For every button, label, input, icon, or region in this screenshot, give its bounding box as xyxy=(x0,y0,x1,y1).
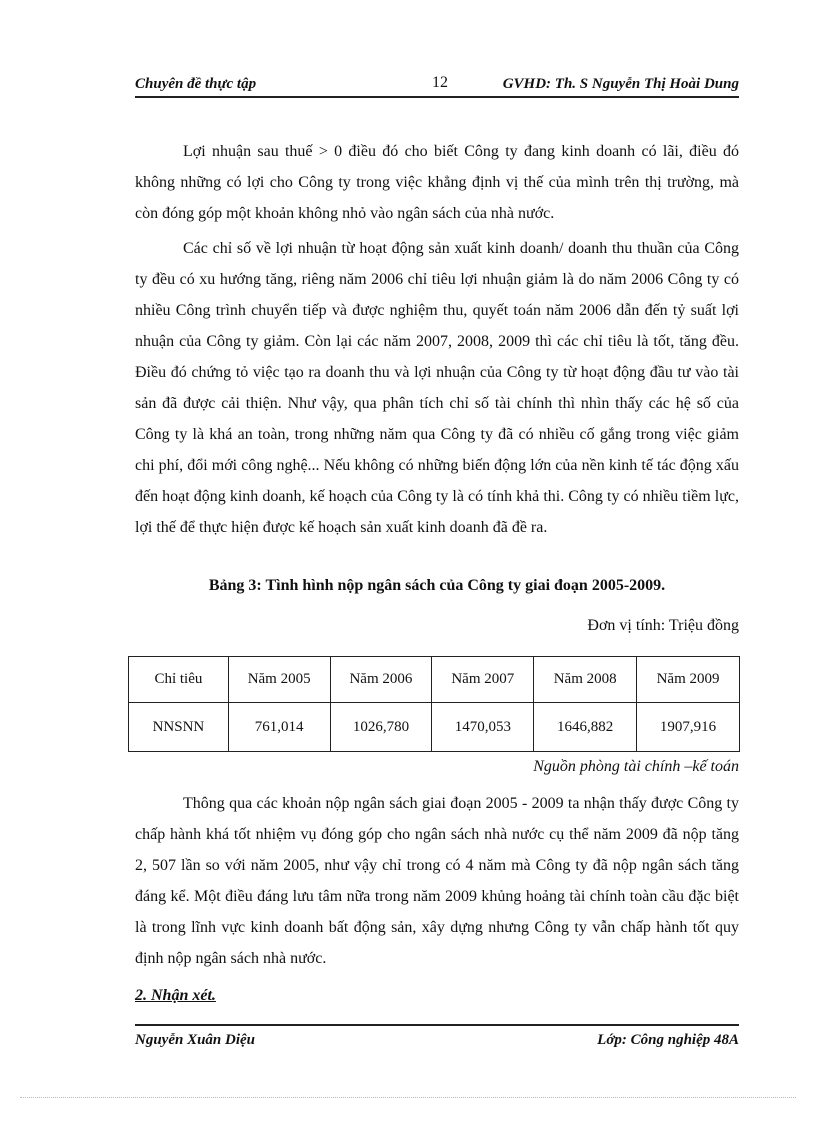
footer-class: Lớp: Công nghiệp 48A xyxy=(597,1032,739,1048)
value-cell: 1026,780 xyxy=(330,703,432,752)
table-row xyxy=(129,703,740,752)
table-unit: Đơn vị tính: Triệu đồng xyxy=(587,617,739,634)
header-title: Chuyên đề thực tập xyxy=(135,76,257,92)
header-cell: Năm 2008 xyxy=(534,657,637,703)
page-number: 12 xyxy=(432,74,448,91)
value-cell: 1470,053 xyxy=(432,703,534,752)
header-supervisor: GVHD: Th. S Nguyễn Thị Hoài Dung xyxy=(502,76,739,92)
paragraph-budget: Thông qua các khoản nộp ngân sách giai đoạn 2005 - 2009 ta nhận thấy được Công ty chấp hành khá tốt nhiệm vụ đóng góp cho ngân sách nhà nước cụ thể năm 2009 đã nộp tăng 2, 507 lần so với năm 2005, như vậy chỉ trong có 4 năm mà Công ty đã nộp ngân sách tăng đáng kể. Một điều đáng lưu tâm nữa trong năm 2009 khủng hoảng tài chính toàn cầu đặc biệt là trong lĩnh vực kinh doanh bất động sản, xây dựng nhưng Công ty vẫn chấp hành tốt quy định nộp ngân sách nhà nước. xyxy=(135,795,739,967)
section-heading: 2. Nhận xét. xyxy=(135,987,216,1004)
page-edge-divider xyxy=(20,1097,796,1098)
paragraph-indicators: Các chỉ số về lợi nhuận từ hoạt động sản xuất kinh doanh/ doanh thu thuần của Công ty đều có xu hướng tăng, riêng năm 2006 chỉ tiêu lợi nhuận giảm là do năm 2006 Công ty có nhiều Công trình chuyển tiếp và được nghiệm thu, quyết toán năm 2006 dẫn đến tỷ suất lợi nhuận của Công ty giảm. Còn lại các năm 2007, 2008, 2009 thì các chỉ tiêu là tốt, tăng đều. Điều đó chứng tỏ việc tạo ra doanh thu và lợi nhuận của Công ty từ hoạt động đầu tư vào tài sản đã được cải thiện. Như vậy, qua phân tích chỉ số tài chính thì nhìn thấy các hệ số của Công ty là khá an toàn, trong những năm qua Công ty đã có nhiều cố gắng trong việc giảm chi phí, đổi mới công nghệ... Nếu không có những biến động lớn của nền kinh tế tác động xấu đến hoạt động kinh doanh, kế hoạch của Công ty là có tính khả thi. Công ty có nhiều tiềm lực, lợi thế để thực hiện được kế hoạch sản xuất kinh doanh đã đề ra. xyxy=(135,240,739,536)
page-header xyxy=(135,72,739,98)
footer-author: Nguyễn Xuân Diệu xyxy=(135,1032,256,1048)
value-cell: 761,014 xyxy=(228,703,330,752)
paragraph-profit: Lợi nhuận sau thuế > 0 điều đó cho biết Công ty đang kinh doanh có lãi, điều đó không những có lợi cho Công ty trong việc khẳng định vị thế của mình trên thị trường, mà còn đóng góp một khoản không nhỏ vào ngân sách của nhà nước. xyxy=(135,143,739,222)
value-cell: 1646,882 xyxy=(534,703,637,752)
row-label-cell: NNSNN xyxy=(129,703,229,752)
header-cell: Năm 2009 xyxy=(637,657,740,703)
table-title: Bảng 3: Tình hình nộp ngân sách của Công ty giai đoạn 2005-2009. xyxy=(208,577,666,594)
header-cell: Năm 2006 xyxy=(330,657,432,703)
table-source: Nguồn phòng tài chính –kế toán xyxy=(533,758,739,775)
value-cell: 1907,916 xyxy=(637,703,740,752)
header-cell: Năm 2005 xyxy=(228,657,330,703)
page-footer xyxy=(135,1024,739,1054)
budget-table xyxy=(128,656,740,752)
table-header-row xyxy=(129,657,740,703)
header-cell: Năm 2007 xyxy=(432,657,534,703)
header-cell: Chỉ tiêu xyxy=(129,657,229,703)
